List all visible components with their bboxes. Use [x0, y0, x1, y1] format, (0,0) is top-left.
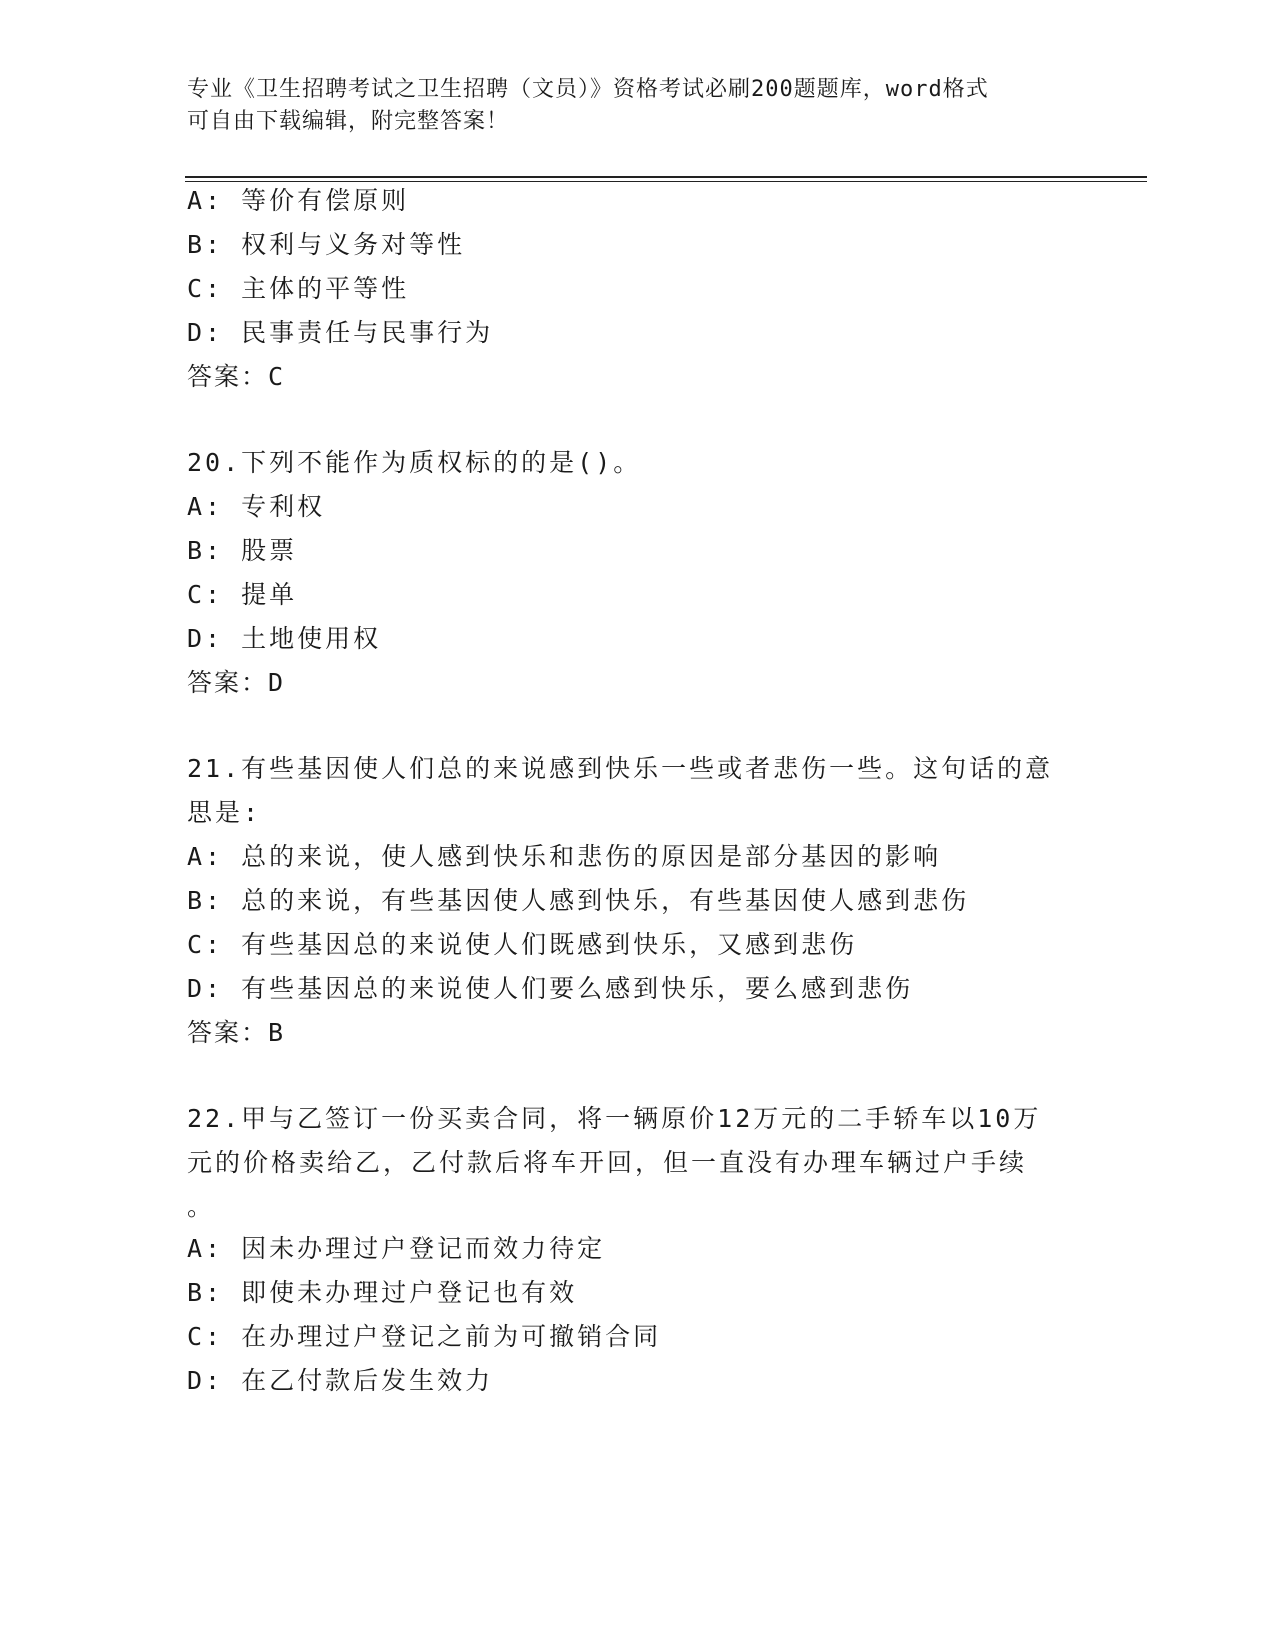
- q20-question: 20.下列不能作为质权标的的是()。: [187, 448, 642, 477]
- q21-question-line-1: 21.有些基因使人们总的来说感到快乐一些或者悲伤一些。这句话的意: [187, 754, 1054, 783]
- answer-label: 答案：: [187, 1018, 269, 1047]
- answer-value: D: [268, 668, 286, 697]
- q22-option-b: B: 即使未办理过户登记也有效: [187, 1278, 578, 1307]
- q19-option-b: B: 权利与义务对等性: [187, 230, 466, 259]
- q21-option-d: D: 有些基因总的来说使人们要么感到快乐，要么感到悲伤: [187, 974, 914, 1003]
- q19-option-c: C: 主体的平等性: [187, 274, 410, 303]
- q22-question-line-2: 元的价格卖给乙，乙付款后将车开回，但一直没有办理车辆过户手续: [187, 1148, 1028, 1177]
- answer-label: 答案：: [187, 668, 269, 697]
- q19-option-a: A: 等价有偿原则: [187, 186, 410, 215]
- q22-option-a: A: 因未办理过户登记而效力待定: [187, 1234, 606, 1263]
- answer-value: B: [268, 1018, 286, 1047]
- q21-question-line-2: 思是:: [187, 798, 262, 827]
- answer-value: C: [268, 362, 286, 391]
- q20-option-d: D: 土地使用权: [187, 624, 382, 653]
- q22-option-c: C: 在办理过户登记之前为可撤销合同: [187, 1322, 662, 1351]
- header-line-1: 专业《卫生招聘考试之卫生招聘（文员）》资格考试必刷200题题库，word格式: [187, 77, 989, 102]
- q19-answer: [187, 362, 285, 392]
- document-header: [187, 74, 1067, 138]
- q20-option-b: B: 股票: [187, 536, 298, 565]
- q21-answer: [187, 1018, 285, 1048]
- answer-label: 答案：: [187, 362, 269, 391]
- q19-option-d: D: 民事责任与民事行为: [187, 318, 494, 347]
- q22-question-line-1: 22.甲与乙签订一份买卖合同，将一辆原价12万元的二手轿车以10万: [187, 1104, 1042, 1133]
- header-divider: [185, 176, 1147, 178]
- q21-option-a: A: 总的来说，使人感到快乐和悲伤的原因是部分基因的影响: [187, 842, 942, 871]
- q20-answer: [187, 668, 285, 698]
- q22-option-d: D: 在乙付款后发生效力: [187, 1366, 494, 1395]
- header-line-2: 可自由下载编辑，附完整答案！: [187, 109, 510, 134]
- q21-option-c: C: 有些基因总的来说使人们既感到快乐，又感到悲伤: [187, 930, 858, 959]
- q20-option-c: C: 提单: [187, 580, 298, 609]
- q22-question-line-3: 。: [187, 1192, 216, 1221]
- header-divider-thin: [185, 181, 1147, 182]
- q21-option-b: B: 总的来说，有些基因使人感到快乐，有些基因使人感到悲伤: [187, 886, 970, 915]
- q20-option-a: A: 专利权: [187, 492, 326, 521]
- document-page: [187, 0, 1107, 1650]
